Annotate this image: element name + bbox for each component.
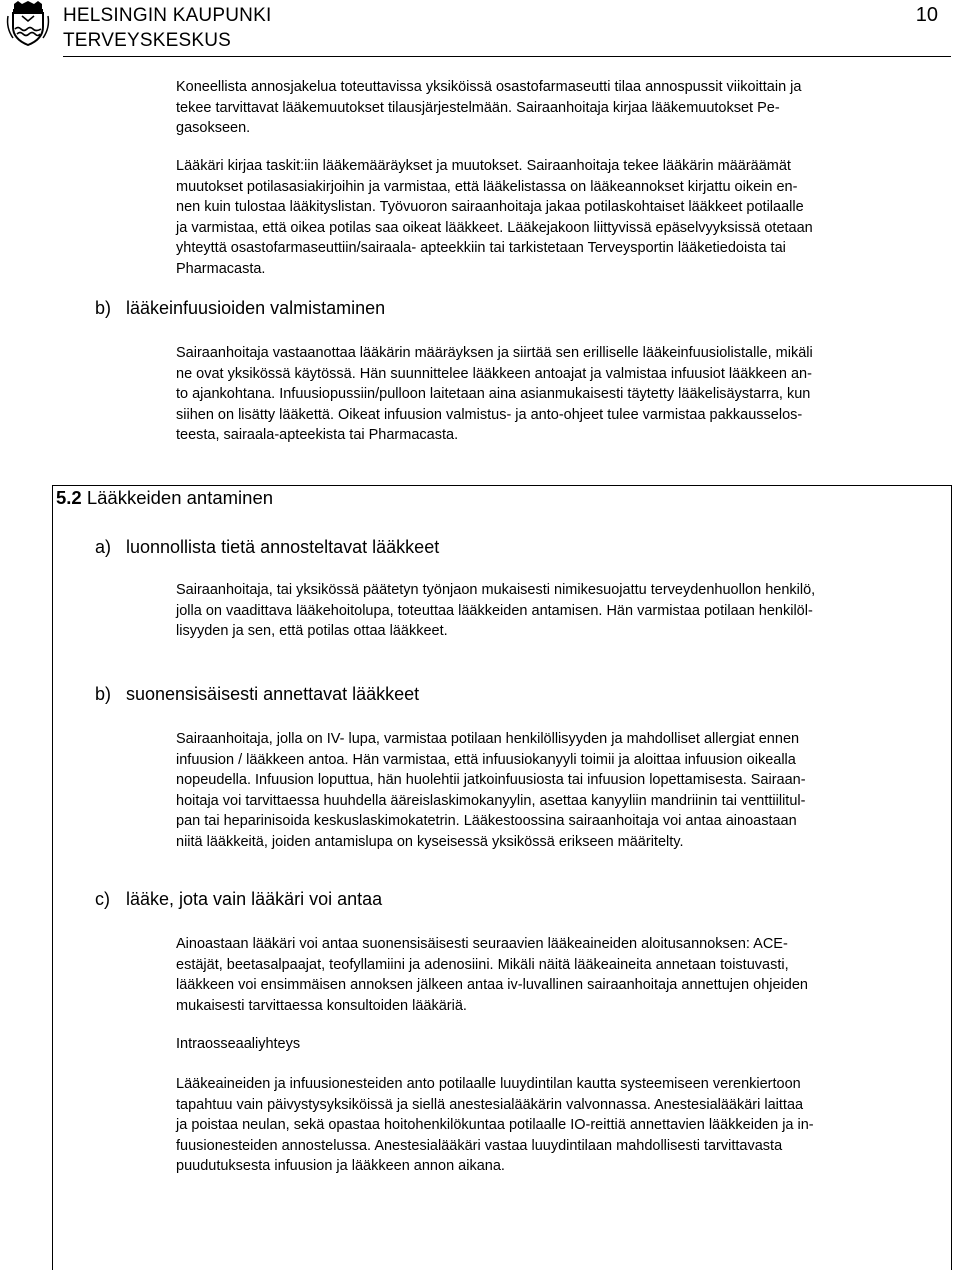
section-label: c): [95, 889, 110, 909]
text-line: nopeudella. Infuusion loputtua, hän huolehtii jatkoinfuusiosta tai infuusion lopettamisesta. Sairaan-: [176, 772, 806, 789]
section-title: lääke, jota vain lääkäri voi antaa: [126, 889, 383, 909]
chapter-heading: [56, 487, 273, 509]
section-heading-oral: [95, 537, 439, 558]
chapter-title: Lääkkeiden antaminen: [86, 487, 274, 508]
section-heading-physician-only: [95, 889, 382, 910]
text-line: lisyyden ja sen, että potilas ottaa lääkkeet.: [176, 623, 448, 640]
text-line: mukaisesti tarvittaessa konsultoiden lääkäriä.: [176, 997, 467, 1014]
text-line: jolla on vaadittava lääkehoitolupa, toteuttaa lääkkeiden antamisen. Hän varmistaa potilaan henkilöl-: [176, 602, 813, 619]
subheading-intraosseous: [176, 1034, 946, 1055]
infusion-preparation-paragraph: [176, 343, 946, 446]
text-line: ja varmistaa, että oikea potilas saa oikeat lääkkeet. Lääkejakoon liittyvissä epäselvyyksissä otetaan: [176, 219, 813, 236]
text-line: lääkkeen voi ensimmäisen annoksen jälkeen antaa iv-luvallinen sairaanhoitaja annettujen ohjeiden: [176, 977, 808, 994]
section-label: a): [95, 537, 112, 557]
text-line: Sairaanhoitaja, jolla on IV- lupa, varmistaa potilaan henkilöllisyyden ja mahdolliset allergiat ennen: [176, 731, 800, 747]
page-number: 10: [915, 4, 938, 26]
text-line: ne ovat yksikössä käytössä. Hän suunnittelee lääkkeen antoajat ja valmistaa infuusiot lääkkeen an-: [176, 365, 812, 382]
text-line: gasokseen.: [176, 120, 251, 137]
text-line: Lääkeaineiden ja infuusionesteiden anto potilaalle luuydintilan kautta systeemiseen verenkiertoon: [176, 1076, 801, 1092]
section-heading-intravenous: [95, 684, 419, 705]
text-line: Sairaanhoitaja vastaanottaa lääkärin määräyksen ja siirtää sen erilliselle lääkeinfuusiolistalle, mikäli: [176, 345, 813, 361]
organization-name: [63, 3, 271, 53]
text-line: hoitaja voi tarvittaessa huuhdella ääreislaskimokanyylin, asettaa kanyyliin mandriinin tai venttiilitul-: [176, 792, 806, 809]
text-line: yhteyttä osastofarmaseuttiin/sairaala- apteekkiin tai tarkistetaan Terveysportin lääketiedoista tai: [176, 240, 786, 257]
section-label: b): [95, 684, 112, 704]
intro-paragraph-1: [176, 77, 946, 139]
text-line: fuusionesteiden annostelussa. Anestesialääkäri vastaa luuydintilaan mahdollisesti tarvittavasta: [176, 1137, 783, 1154]
oral-paragraph: [176, 580, 946, 642]
intraosseous-paragraph: [176, 1074, 946, 1177]
physician-only-paragraph: [176, 934, 946, 1016]
text-line: teesta, sairaala-apteekista tai Pharmacasta.: [176, 427, 459, 444]
text-line: siihen on lisätty lääkettä. Oikeat infuusion valmistus- ja anto-ohjeet tulee varmistaa pakkausselos-: [176, 406, 803, 423]
text-line: Sairaanhoitaja, tai yksikössä päätetyn työnjaon mukaisesti nimikesuojattu terveydenhuollon henkilö,: [176, 582, 816, 598]
chapter-number: 5.2: [56, 487, 82, 508]
text-line: niitä lääkkeitä, joiden antamislupa on kyseisessä yksikössä erikseen määritelty.: [176, 833, 684, 850]
organization-line-1: HELSINGIN KAUPUNKI: [63, 5, 272, 26]
header-divider: [63, 56, 951, 57]
text-line: tapahtuu vain päivystysyksiköissä ja siellä anestesialääkärin valvonnassa. Anestesialääkäri laittaa: [176, 1096, 804, 1113]
text-line: estäjät, beetasalpaajat, teofyllamiini ja adenosiini. Mikäli näitä lääkeaineita annetaan toistuvasti,: [176, 956, 789, 973]
text-line: nen kuin tulostaa lääkityslistan. Työvuoron sairaanhoitaja jakaa potilaskohtaiset lääkkeet potilaalle: [176, 199, 804, 216]
text-line: Koneellista annosjakelua toteuttavissa yksiköissä osastofarmaseutti tilaa annospussit viikoittain ja: [176, 79, 802, 95]
helsinki-crest-icon: [4, 0, 52, 46]
text-line: Ainoastaan lääkäri voi antaa suonensisäisesti seuraavien lääkeaineiden aloitusannoksen: ACE-: [176, 936, 788, 952]
intravenous-paragraph: [176, 729, 946, 853]
text-line: infuusion / lääkkeen antoa. Hän varmistaa, että infuusiokanyyli toimii ja aloittaa infuusion oikealla: [176, 751, 796, 768]
section-title: suonensisäisesti annettavat lääkkeet: [126, 684, 420, 704]
subheading-text: Intraosseaaliyhteys: [176, 1036, 301, 1052]
organization-line-2: TERVEYSKESKUS: [63, 30, 232, 51]
text-line: pan tai heparinisoida keskuslaskimokatetrin. Lääkestoossina sairaanhoitaja voi antaa ainoastaan: [176, 813, 797, 830]
text-line: muutokset potilasasiakirjoihin ja varmistaa, että lääkelistassa on lääkeannokset kirjattu oikein en-: [176, 178, 798, 195]
text-line: Lääkäri kirjaa taskit:iin lääkemääräykset ja muutokset. Sairaanhoitaja tekee lääkärin määräämät: [176, 158, 791, 174]
text-line: tekee tarvittavat lääkemuutokset tilausjärjestelmään. Sairaanhoitaja kirjaa lääkemuutokset Pe-: [176, 99, 780, 116]
section-title: lääkeinfuusioiden valmistaminen: [126, 298, 386, 318]
text-line: puudutuksesta infuusion ja lääkkeen annon aikana.: [176, 1158, 505, 1175]
section-title: luonnollista tietä annosteltavat lääkkeet: [126, 537, 440, 557]
section-label: b): [95, 298, 112, 318]
text-line: Pharmacasta.: [176, 260, 266, 277]
intro-paragraph-2: [176, 156, 946, 280]
text-line: ja poistaa neulan, sekä opastaa hoitohenkilökuntaa potilaalle IO-reittiä annettavien lääkkeiden ja in-: [176, 1117, 814, 1134]
section-heading-infusion-preparation: [95, 298, 385, 319]
text-line: to ajankohtana. Infuusiopussiin/pulloon laitetaan aina asianmukaisesti täytetty lääkelisäystarra, kun: [176, 386, 811, 403]
